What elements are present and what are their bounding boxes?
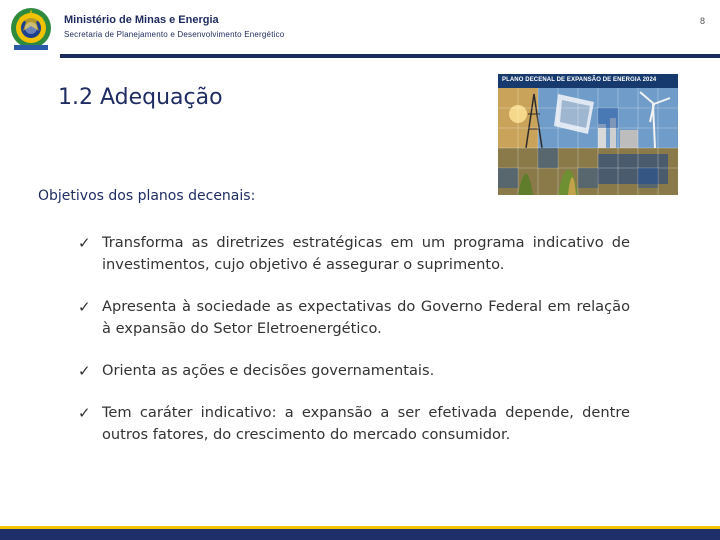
list-item [78, 402, 630, 446]
list-item-text: Transforma as diretrizes estratégicas em um programa indicativo de investimentos, cujo objetivo é assegurar o suprimento. [102, 234, 630, 273]
cover-title: PLANO DECENAL DE EXPANSÃO DE ENERGIA 2024 [502, 77, 657, 83]
brazil-coat-of-arms-icon [6, 4, 56, 54]
checkmark-icon: ✓ [78, 404, 91, 422]
org-title: Ministério de Minas e Energia [64, 14, 219, 26]
page-number: 8 [699, 16, 705, 26]
header [0, 0, 720, 58]
list-item [78, 360, 630, 382]
org-subtitle: Secretaria de Planejamento e Desenvolvimento Energético [64, 30, 285, 39]
objectives-list [78, 232, 630, 466]
list-item-text: Tem caráter indicativo: a expansão a ser efetivada depende, dentre outros fatores, do crescimento do mercado consumidor. [102, 404, 630, 443]
footer-stripe [0, 526, 720, 529]
section-heading: Objetivos dos planos decenais: [38, 188, 256, 204]
checkmark-icon: ✓ [78, 234, 91, 252]
cover-collage [498, 74, 678, 195]
plan-cover-image [498, 74, 678, 195]
slide-title: 1.2 Adequação [58, 85, 223, 110]
list-item [78, 232, 630, 276]
header-rule [60, 54, 720, 58]
list-item-text: Orienta as ações e decisões governamentais. [102, 362, 435, 379]
checkmark-icon: ✓ [78, 362, 91, 380]
list-item [78, 296, 630, 340]
checkmark-icon: ✓ [78, 298, 91, 316]
list-item-text: Apresenta à sociedade as expectativas do Governo Federal em relação à expansão do Setor Eletroenergético. [102, 298, 630, 337]
